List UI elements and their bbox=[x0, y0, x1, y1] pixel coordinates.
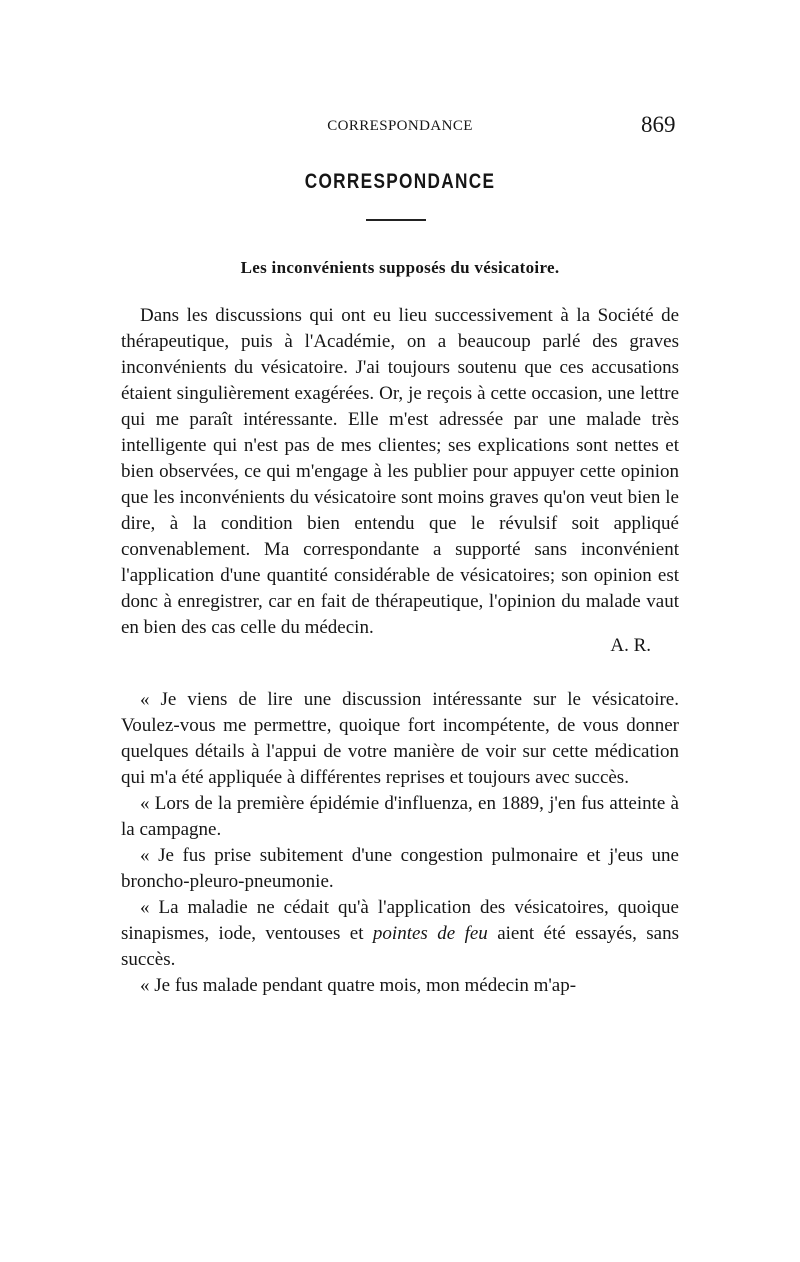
section-title: CORRESPONDANCE bbox=[304, 170, 496, 193]
editor-signature: A. R. bbox=[610, 635, 651, 656]
letter-paragraph-2: « Lors de la première épidémie d'influenza, en 1889, j'en fus atteinte à la campagne. bbox=[121, 793, 679, 840]
article-body bbox=[121, 303, 679, 999]
letter-paragraph-4-start: « La maladie ne cédait qu'à l'application des vésicatoires, quoique sinapismes, iode, ventouses et bbox=[121, 897, 679, 944]
letter-paragraph-4-end: aient été essayés, sans succès. bbox=[121, 923, 679, 970]
running-head bbox=[0, 112, 800, 142]
article-subtitle: Les inconvénients supposés du vésicatoire. bbox=[240, 258, 560, 277]
letter-paragraph-4 bbox=[121, 895, 679, 973]
letter-paragraph-4-italic: pointes de feu bbox=[372, 923, 488, 944]
letter-paragraph-5: « Je fus malade pendant quatre mois, mon médecin m'ap- bbox=[140, 975, 577, 996]
letter-paragraph-3: « Je fus prise subitement d'une congestion pulmonaire et j'eus une broncho-pleuro-pneumonie. bbox=[121, 845, 679, 892]
intro-paragraph: Dans les discussions qui ont eu lieu successivement à la Société de thérapeutique, puis à l'Académie, on a beaucoup parlé des graves inconvénients du vésicatoire. J'ai toujours soutenu que ces accusations étaient singulièrement exagérées. Or, je reçois à cette occasion, une lettre qui me paraît intéressante. Elle m'est adressée par une malade très intelligente qui n'est pas de mes clientes; ses explications sont nettes et bien observées, ce qui m'engage à les publier pour appuyer cette opinion que les inconvénients du vésicatoire sont moins graves qu'on veut bien le dire, à la condition bien entendu que le révulsif soit appliqué convenablement. Ma correspondante a supporté sans inconvénient l'application d'une quantité considérable de vésicatoires; son opinion est donc à enregistrer, car en fait de thérapeutique, l'opinion du malade vaut en bien des cas celle du médecin. bbox=[121, 305, 679, 638]
letter-paragraph-1: « Je viens de lire une discussion intéressante sur le vésicatoire. Voulez-vous me permettre, quoique fort incompétente, de vous donner quelques détails à l'appui de votre manière de voir sur cette médication qui m'a été appliquée à différentes reprises et toujours avec succès. bbox=[121, 689, 679, 788]
title-rule bbox=[366, 219, 426, 221]
page-number: 869 bbox=[641, 112, 676, 137]
running-title: CORRESPONDANCE bbox=[327, 118, 473, 134]
